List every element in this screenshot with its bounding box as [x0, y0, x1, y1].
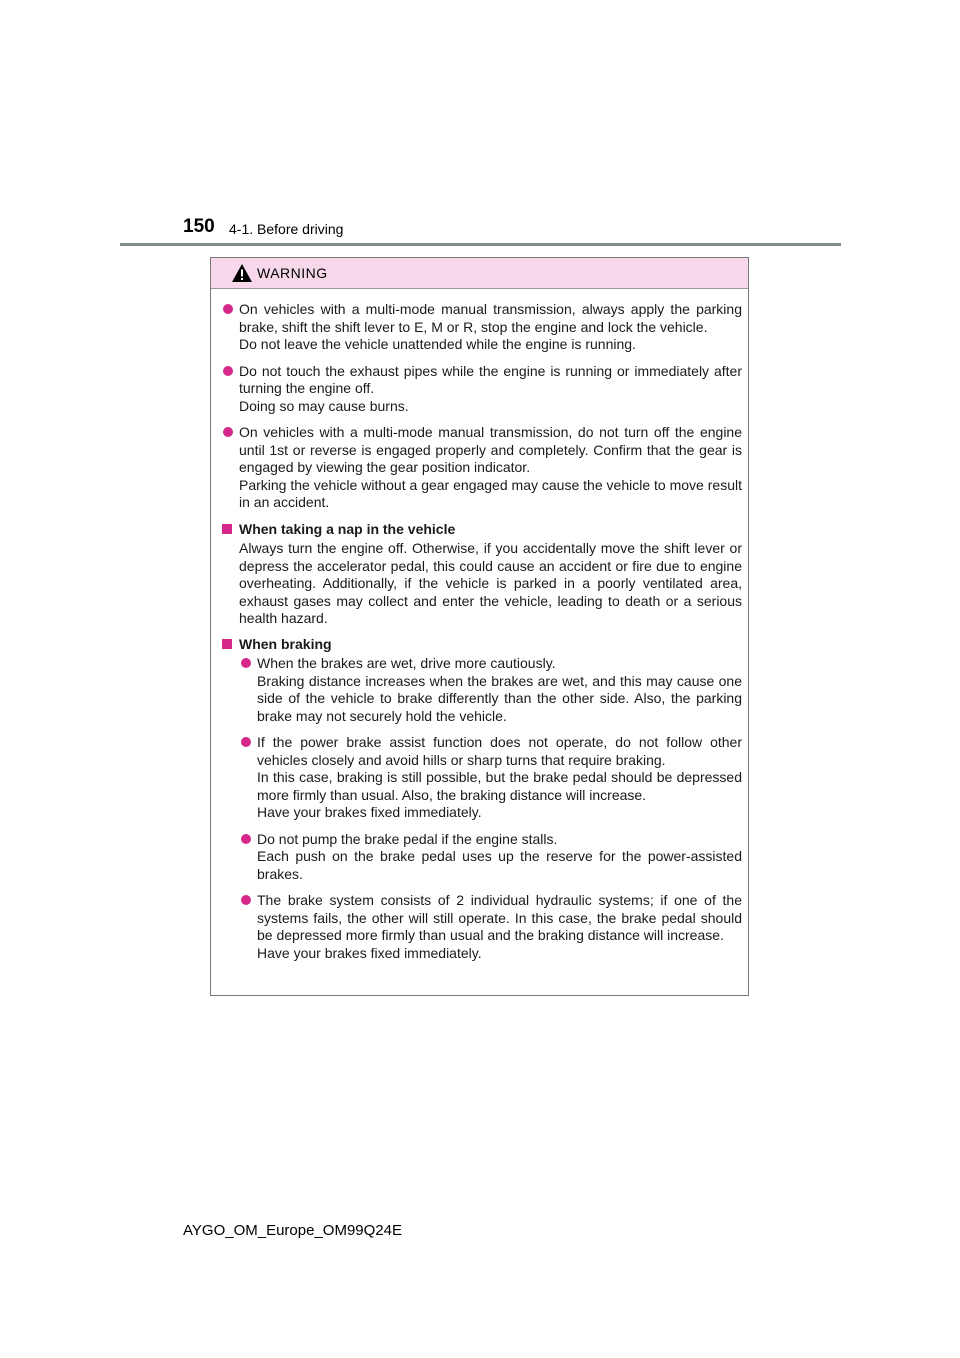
- bullet-icon: [223, 366, 233, 376]
- item-text: On vehicles with a multi-mode manual transmission, always apply the parking brake, shift the shift lever to E, M or R, stop the engine and lock the vehicle.: [239, 301, 742, 335]
- bullet-icon: [241, 737, 251, 747]
- item-text: In this case, braking is still possible, but the brake pedal should be depressed more firmly than usual. Also, the braking distance will increase.: [257, 769, 742, 803]
- item-text: Parking the vehicle without a gear engaged may cause the vehicle to move result in an accident.: [239, 476, 742, 510]
- warning-item: [239, 831, 742, 884]
- item-text: Do not leave the vehicle unattended while the engine is running.: [239, 336, 636, 352]
- warning-item: [239, 734, 742, 822]
- square-bullet-icon: [222, 524, 232, 534]
- warning-box: [210, 257, 749, 996]
- bullet-icon: [241, 658, 251, 668]
- section-heading: When braking: [221, 636, 742, 654]
- warning-body: [211, 289, 748, 962]
- section-title: 4-1. Before driving: [229, 221, 344, 237]
- warning-title: WARNING: [257, 265, 328, 281]
- warning-item: [239, 892, 742, 962]
- bullet-icon: [223, 427, 233, 437]
- item-text: Each push on the brake pedal uses up the reserve for the power-assisted brakes.: [257, 848, 742, 882]
- warning-item: [239, 655, 742, 725]
- item-text: Doing so may cause burns.: [239, 397, 409, 414]
- item-text: On vehicles with a multi-mode manual transmission, do not turn off the engine until 1st or reverse is engaged properly and completely. Confirm that the gear is engaged by viewing the gear position indicator.: [239, 424, 742, 475]
- warning-item: [221, 363, 742, 416]
- warning-section-nap: [221, 521, 742, 628]
- page-number: 150: [183, 216, 215, 237]
- warning-item: [221, 424, 742, 512]
- item-text: If the power brake assist function does not operate, do not follow other vehicles closely and avoid hills or sharp turns that require braking.: [257, 734, 742, 768]
- item-text: When the brakes are wet, drive more cautiously.: [257, 655, 556, 671]
- square-bullet-icon: [222, 639, 232, 649]
- section-text: Always turn the engine off. Otherwise, if you accidentally move the shift lever or depress the accelerator pedal, this could cause an accident or fire due to engine overheating. Additionally, if the vehicle is parked in a poorly ventilated area, exhaust gases may collect and enter the vehicle, leading to death or a serious health hazard.: [239, 540, 742, 626]
- document-id: AYGO_OM_Europe_OM99Q24E: [183, 1222, 402, 1239]
- warning-triangle-icon: [231, 263, 253, 283]
- item-text: Have your brakes fixed immediately.: [257, 944, 482, 961]
- bullet-icon: [241, 895, 251, 905]
- item-text: Do not pump the brake pedal if the engine stalls.: [257, 830, 558, 847]
- item-text: Do not touch the exhaust pipes while the engine is running or immediately after turning the engine off.: [239, 362, 742, 396]
- warning-item: [221, 301, 742, 354]
- item-text: Braking distance increases when the brakes are wet, and this may cause one side of the vehicle to brake differently than the other side. Also, the parking brake may not securely hold the vehicle.: [257, 672, 742, 724]
- item-text: The brake system consists of 2 individual hydraulic systems; if one of the systems fails, the other will still operate. In this case, the brake pedal should be depressed more firmly than usual and the braking distance will increase.: [257, 892, 742, 943]
- section-heading: When taking a nap in the vehicle: [221, 521, 742, 539]
- bullet-icon: [223, 304, 233, 314]
- warning-header: [211, 258, 748, 289]
- warning-section-braking: [221, 636, 742, 963]
- header-divider: [120, 243, 841, 246]
- bullet-icon: [241, 834, 251, 844]
- item-text: Have your brakes fixed immediately.: [257, 804, 482, 820]
